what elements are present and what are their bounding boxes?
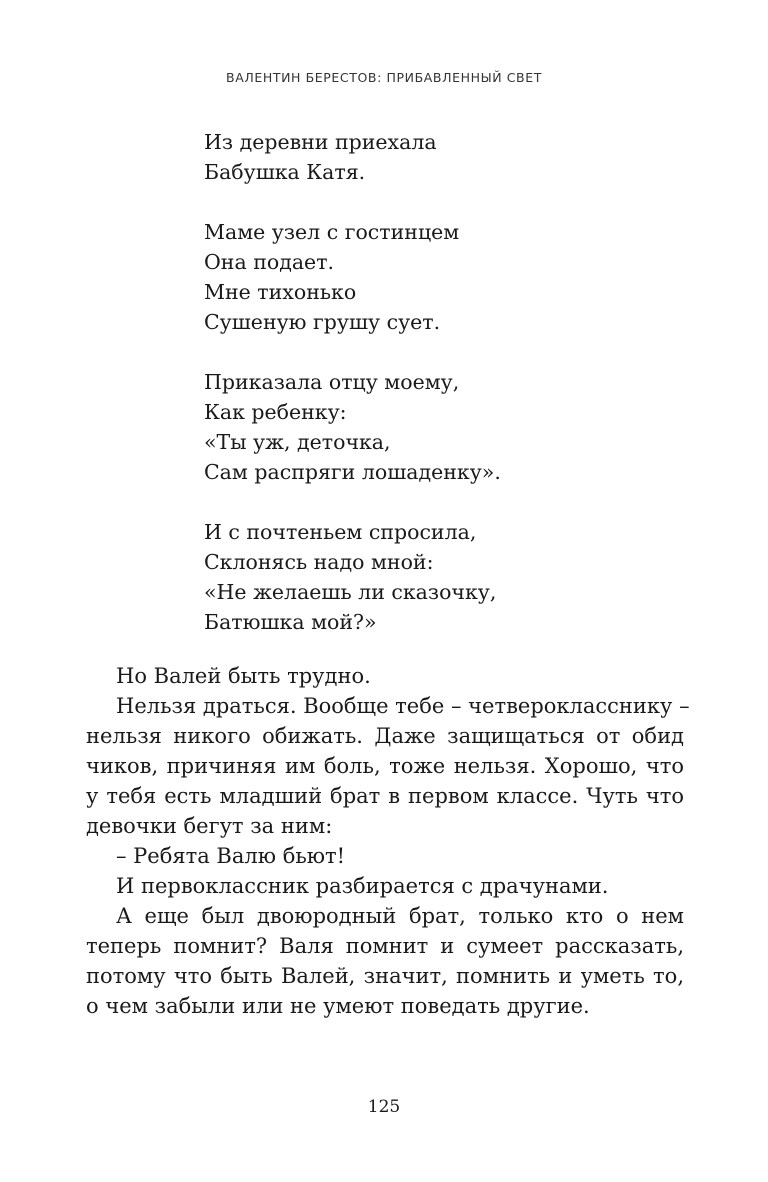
verse-line: Сушеную грушу сует.: [204, 310, 441, 334]
verse-line: Батюшка мой?»: [204, 610, 377, 634]
prose-line: девочки бегут за ним:: [86, 814, 333, 838]
verse-line: Склонясь надо мной:: [204, 550, 434, 574]
dialogue-line: – Ребята Валю бьют!: [116, 844, 346, 868]
prose-line: А еще был двоюродный брат, только кто о нем: [116, 904, 684, 928]
verse-line: Из деревни приехала: [204, 130, 437, 154]
verse-line: Приказала отцу моему,: [204, 370, 460, 394]
running-header: ВАЛЕНТИН БЕРЕСТОВ: ПРИБАВЛЕННЫЙ СВЕТ: [226, 70, 542, 85]
prose-body: [86, 661, 690, 1021]
poem-stanza: [204, 127, 501, 187]
poem: [204, 127, 501, 637]
prose-line: потому что быть Валей, значит, помнить и уметь то,: [86, 964, 684, 988]
verse-line: Бабушка Катя.: [204, 160, 366, 184]
prose-line: Но Валей быть трудно.: [116, 664, 371, 688]
verse-line: «Не желаешь ли сказочку,: [204, 580, 497, 604]
verse-line: Мне тихонько: [204, 280, 357, 304]
prose-line: Нельзя драться. Вообще тебе – четверокласснику –: [116, 694, 690, 718]
prose-line: нельзя никого обижать. Даже защищаться от обид: [86, 724, 684, 748]
prose-line: у тебя есть младший брат в первом классе. Чуть что: [86, 784, 684, 808]
poem-stanza: [204, 367, 501, 487]
verse-line: Сам распряги лошаденку».: [204, 460, 501, 484]
verse-line: Как ребенку:: [204, 400, 347, 424]
prose-line: теперь помнит? Валя помнит и сумеет рассказать,: [86, 934, 684, 958]
prose-line: о чем забыли или не умеют поведать другие.: [86, 994, 590, 1018]
verse-line: Маме узел с гостинцем: [204, 220, 460, 244]
verse-line: И с почтеньем спросила,: [204, 520, 477, 544]
verse-line: «Ты уж, деточка,: [204, 430, 391, 454]
poem-stanza: [204, 217, 501, 337]
prose-line: И первоклассник разбирается с драчунами.: [116, 874, 609, 898]
verse-line: Она подает.: [204, 250, 335, 274]
prose-line: чиков, причиняя им боль, тоже нельзя. Хорошо, что: [86, 754, 684, 778]
poem-stanza: [204, 517, 501, 637]
page-number: 125: [367, 1097, 401, 1117]
